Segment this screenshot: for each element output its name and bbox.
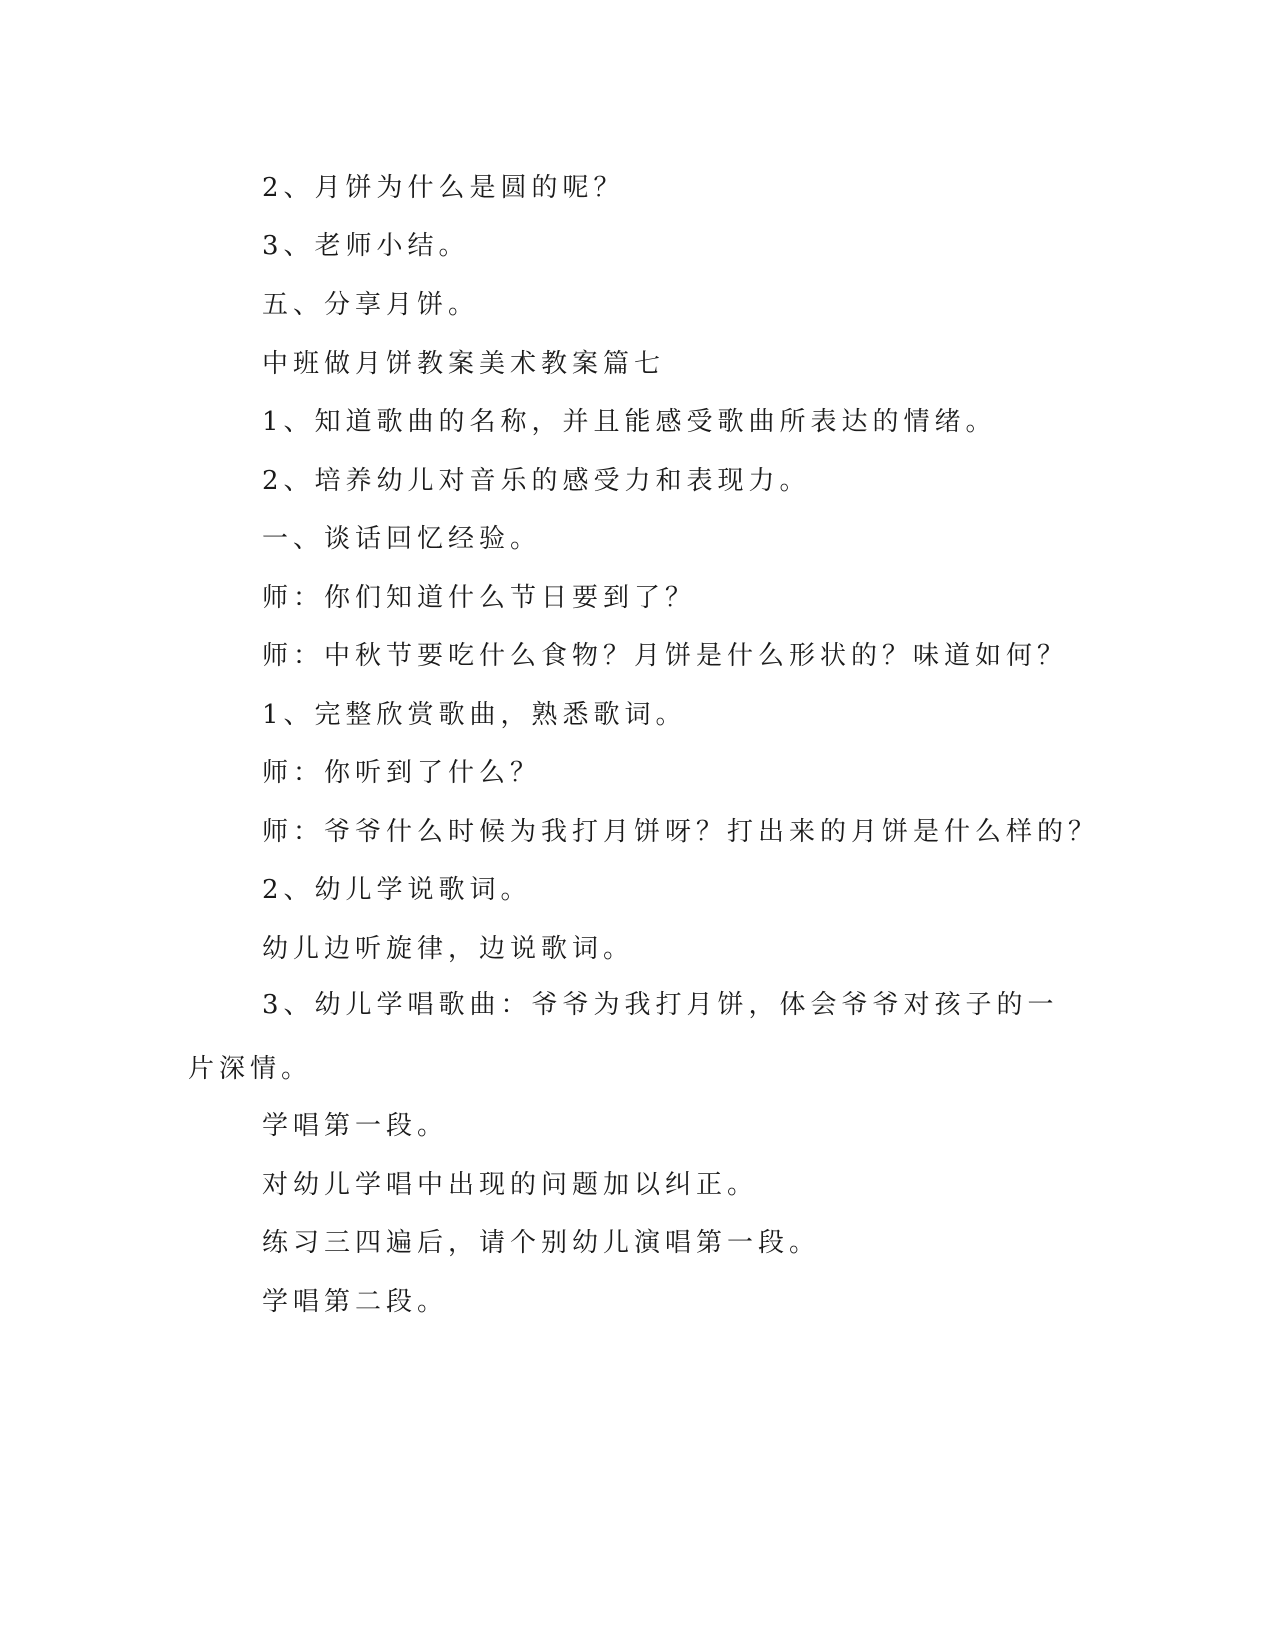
- paragraph: 一、谈话回忆经验。: [262, 524, 542, 554]
- paragraph: 3、老师小结。: [262, 231, 470, 261]
- paragraph: 2、培养幼儿对音乐的感受力和表现力。: [262, 466, 811, 496]
- paragraph: 学唱第一段。: [262, 1111, 449, 1141]
- paragraph: 1、知道歌曲的名称，并且能感受歌曲所表达的情绪。: [262, 407, 997, 437]
- paragraph: 师：中秋节要吃什么食物？月饼是什么形状的？味道如何？: [262, 641, 1069, 671]
- paragraph: 五、分享月饼。: [262, 290, 480, 320]
- paragraph: 1、完整欣赏歌曲，熟悉歌词。: [262, 700, 687, 730]
- paragraph: 学唱第二段。: [262, 1287, 449, 1317]
- paragraph: 师：爷爷什么时候为我打月饼呀？打出来的月饼是什么样的？: [262, 817, 1100, 847]
- paragraph: 2、月饼为什么是圆的呢？: [262, 173, 625, 203]
- paragraph: 2、幼儿学说歌词。: [262, 875, 532, 905]
- paragraph: 对幼儿学唱中出现的问题加以纠正。: [262, 1170, 759, 1200]
- paragraph: 师：你听到了什么？: [262, 758, 542, 788]
- section-heading: 中班做月饼教案美术教案篇七: [262, 349, 666, 379]
- paragraph: 师：你们知道什么节日要到了？: [262, 583, 697, 613]
- paragraph: 3、幼儿学唱歌曲：爷爷为我打月饼，体会爷爷对孩子的一片深情。: [188, 990, 1059, 1084]
- paragraph: 幼儿边听旋律，边说歌词。: [262, 934, 635, 964]
- paragraph: 练习三四遍后，请个别幼儿演唱第一段。: [262, 1228, 821, 1258]
